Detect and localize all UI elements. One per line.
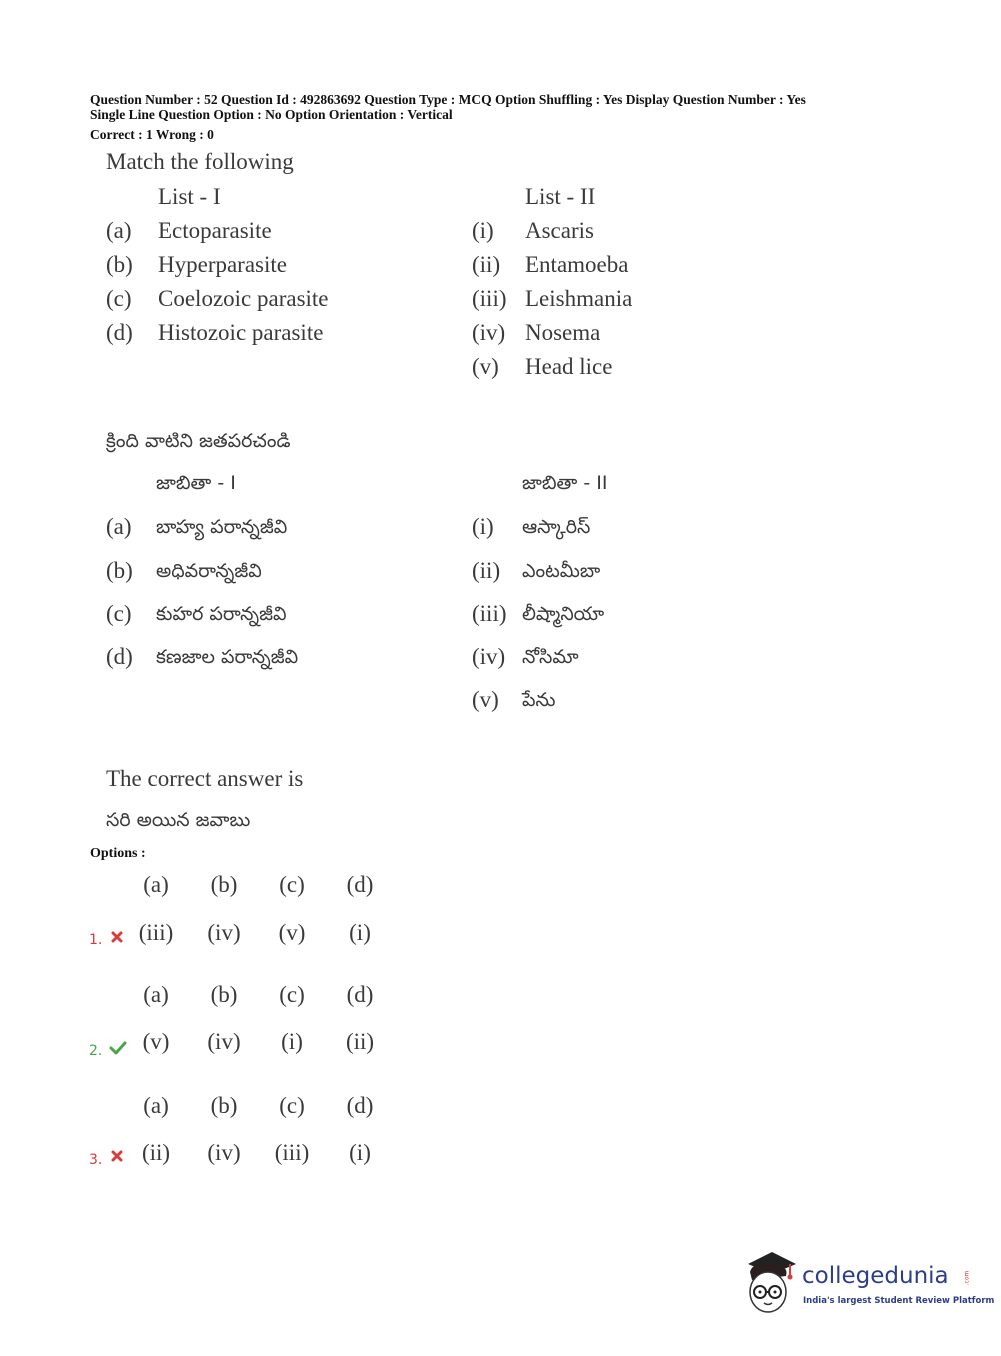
option-header: (d)	[346, 982, 374, 1007]
option-value: (iii)	[138, 920, 174, 945]
logo-suffix: .com	[963, 1270, 971, 1286]
option-header: (d)	[346, 1093, 374, 1118]
question-prompt: Match the following	[106, 149, 294, 174]
list1-label: (b)	[106, 252, 133, 277]
telugu-list2-item: నోసిమా	[522, 646, 579, 668]
list2-item: Entamoeba	[525, 252, 629, 277]
option-value: (iv)	[207, 920, 241, 945]
option-number: 2.	[89, 1043, 103, 1059]
cross-icon	[109, 1148, 125, 1164]
list2-item: Head lice	[525, 354, 613, 379]
list2-item: Ascaris	[525, 218, 594, 243]
list2-item: Nosema	[525, 320, 601, 345]
option-header: (c)	[279, 872, 305, 897]
telugu-list2-label: (i)	[472, 514, 494, 539]
check-icon	[109, 1040, 127, 1056]
option-header: (b)	[210, 872, 238, 897]
option-value: (iv)	[207, 1029, 241, 1054]
option-header: (a)	[143, 1093, 169, 1118]
telugu-list1-label: (d)	[106, 644, 133, 669]
option-value: (i)	[349, 920, 371, 945]
logo-tagline: India's largest Student Review Platform	[803, 1296, 995, 1306]
options-label: Options :	[90, 846, 146, 861]
option-value: (ii)	[141, 1140, 171, 1165]
score-line: Correct : 1 Wrong : 0	[90, 127, 214, 142]
list1-item: Hyperparasite	[158, 252, 287, 277]
telugu-list2-label: (iv)	[472, 644, 506, 669]
telugu-list1-label: (c)	[106, 601, 132, 626]
option-header: (c)	[279, 1093, 305, 1118]
option-value: (iv)	[207, 1140, 241, 1165]
telugu-list1-item: కణజాల పరాన్నజీవి	[156, 646, 299, 668]
list1-item: Histozoic parasite	[158, 320, 324, 345]
option-value: (iii)	[274, 1140, 310, 1165]
list1-label: (c)	[106, 286, 132, 311]
telugu-list2-item: ఎంటమీబా	[522, 560, 601, 582]
list2-item: Leishmania	[525, 286, 633, 311]
option-header: (b)	[210, 982, 238, 1007]
option-value: (ii)	[345, 1029, 375, 1054]
option-header: (a)	[143, 872, 169, 897]
list1-label: (d)	[106, 320, 133, 345]
option-value: (v)	[142, 1029, 170, 1054]
telugu-list2-item: పేను	[522, 689, 556, 711]
option-header: (a)	[143, 982, 169, 1007]
telugu-list2-item: లీష్మానియా	[522, 603, 605, 625]
telugu-answer-prompt: సరి అయిన జవాబు	[106, 809, 251, 831]
collegedunia-logo[interactable]	[742, 1250, 995, 1318]
cross-icon	[109, 929, 125, 945]
telugu-list1-item: అధివరాన్నజీవి	[156, 560, 262, 582]
list2-label: (iv)	[472, 320, 506, 345]
list2-label: (i)	[472, 218, 494, 243]
answer-prompt: The correct answer is	[106, 766, 304, 791]
telugu-list1-heading: జాబితా - I	[156, 472, 236, 494]
option-header: (d)	[346, 872, 374, 897]
option-header: (b)	[210, 1093, 238, 1118]
telugu-list1-item: కుహర పరాన్నజీవి	[156, 603, 287, 625]
mascot-icon	[742, 1250, 800, 1318]
list1-item: Coelozoic parasite	[158, 286, 329, 311]
list1-item: Ectoparasite	[158, 218, 272, 243]
question-meta-line: Question Number : 52 Question Id : 492863692 Question Type : MCQ Option Shuffling : Yes Display Question Number : Yes	[90, 92, 806, 107]
option-value: (v)	[278, 920, 306, 945]
telugu-list1-label: (a)	[106, 514, 132, 539]
logo-name: collegedunia	[802, 1263, 949, 1289]
telugu-prompt: క్రింది వాటిని జతపరచండి	[106, 430, 291, 452]
option-number: 1.	[89, 932, 103, 948]
telugu-list1-label: (b)	[106, 558, 133, 583]
option-header: (c)	[279, 982, 305, 1007]
telugu-list2-label: (iii)	[472, 601, 507, 626]
telugu-list2-label: (v)	[472, 687, 499, 712]
list2-heading: List - II	[525, 184, 596, 209]
list1-heading: List - I	[158, 184, 221, 209]
telugu-list2-label: (ii)	[472, 558, 501, 583]
list2-label: (v)	[472, 354, 499, 379]
question-meta-line-2: Single Line Question Option : No Option Orientation : Vertical	[90, 107, 453, 122]
list1-label: (a)	[106, 218, 132, 243]
list2-label: (iii)	[472, 286, 507, 311]
option-value: (i)	[281, 1029, 303, 1054]
telugu-list2-heading: జాబితా - II	[522, 472, 608, 494]
option-number: 3.	[89, 1152, 103, 1168]
list2-label: (ii)	[472, 252, 501, 277]
option-value: (i)	[349, 1140, 371, 1165]
telugu-list2-item: ఆస్కారిస్	[522, 516, 591, 538]
telugu-list1-item: బాహ్య పరాన్నజీవి	[156, 516, 288, 538]
